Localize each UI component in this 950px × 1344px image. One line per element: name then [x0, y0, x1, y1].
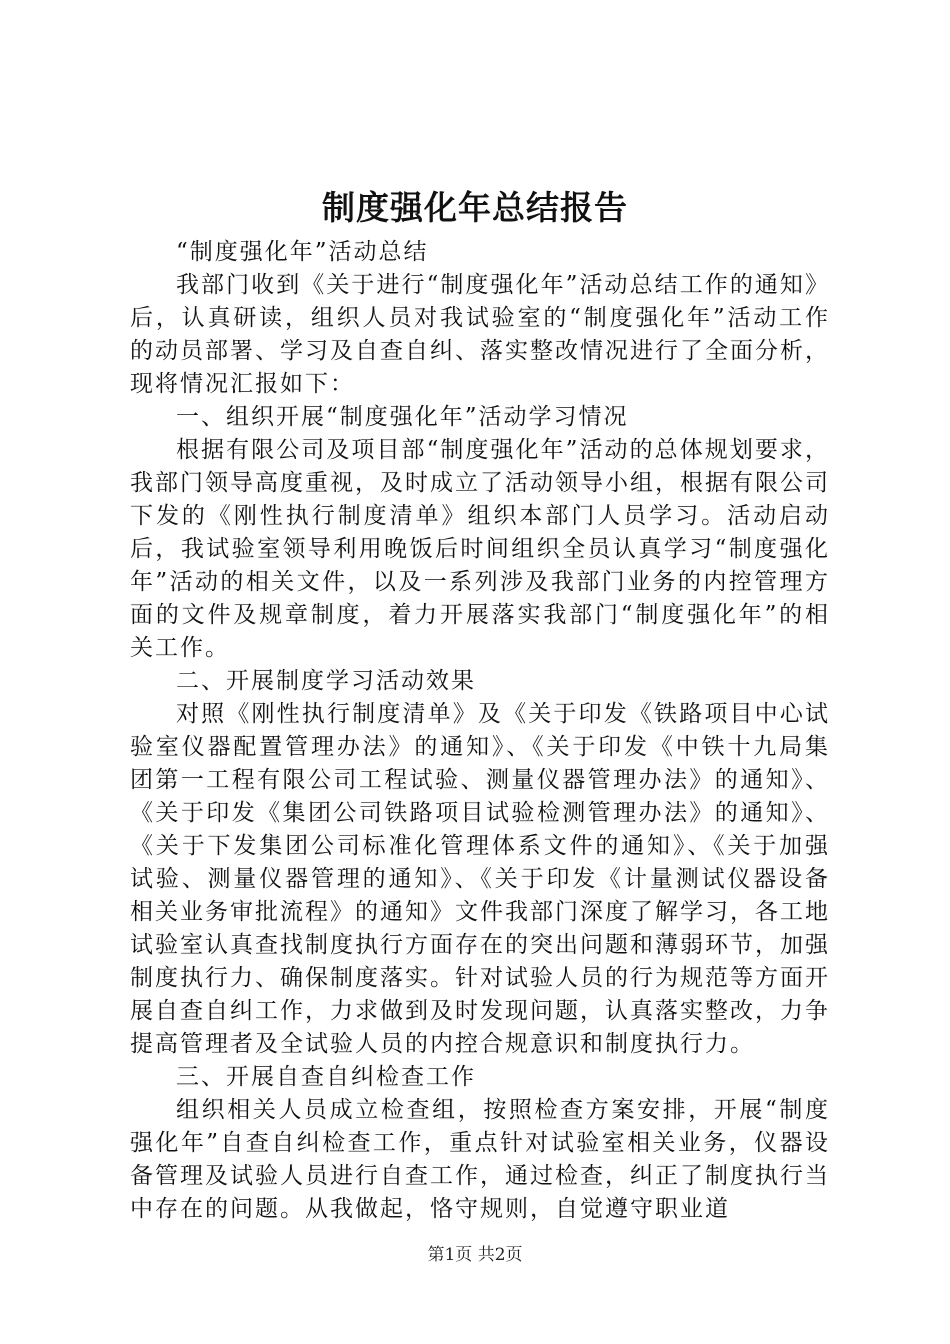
document-body	[130, 236, 830, 1226]
intro-paragraph: 我部门收到《关于进行“制度强化年”活动总结工作的通知》后，认真研读，组织人员对我试验室的“制度强化年”活动工作的动员部署、学习及自查自纠、落实整改情况进行了全面分析，现将情况汇报如下：	[130, 272, 830, 397]
section-heading-1: 一、组织开展“制度强化年”活动学习情况	[176, 404, 629, 430]
section-1-paragraph: 根据有限公司及项目部“制度强化年”活动的总体规划要求，我部门领导高度重视，及时成立了活动领导小组，根据有限公司下发的《刚性执行制度清单》组织本部门人员学习。活动启动后，我试验室领导利用晚饭后时间组织全员认真学习“制度强化年”活动的相关文件，以及一系列涉及我部门业务的内控管理方面的文件及规章制度，着力开展落实我部门“制度强化年”的相关工作。	[130, 437, 830, 661]
section-2-paragraph: 对照《刚性执行制度清单》及《关于印发《铁路项目中心试验室仪器配置管理办法》的通知》、《关于印发《中铁十九局集团第一工程有限公司工程试验、测量仪器管理办法》的通知》、《关于印发《集团公司铁路项目试验检测管理办法》的通知》、《关于下发集团公司标准化管理体系文件的通知》、《关于加强试验、测量仪器管理的通知》、《关于印发《计量测试仪器设备相关业务审批流程》的通知》文件我部门深度了解学习，各工地试验室认真查找制度执行方面存在的突出问题和薄弱环节，加强制度执行力、确保制度落实。针对试验人员的行为规范等方面开展自查自纠工作，力求做到及时发现问题，认真落实整改，力争提高管理者及全试验人员的内控合规意识和制度执行力。	[130, 701, 830, 1057]
section-3-paragraph: 组织相关人员成立检查组，按照检查方案安排，开展“制度强化年”自查自纠检查工作，重点针对试验室相关业务，仪器设备管理及试验人员进行自查工作，通过检查，纠正了制度执行当中存在的问题。从我做起，恪守规则，自觉遵守职业道	[130, 1097, 830, 1222]
section-heading-2: 二、开展制度学习活动效果	[176, 668, 476, 694]
subtitle-paragraph: “制度强化年”活动总结	[176, 239, 429, 265]
page-number-footer: 第1页 共2页	[427, 1245, 523, 1265]
document-title: 制度强化年总结报告	[322, 188, 628, 227]
section-heading-3: 三、开展自查自纠检查工作	[176, 1064, 476, 1090]
